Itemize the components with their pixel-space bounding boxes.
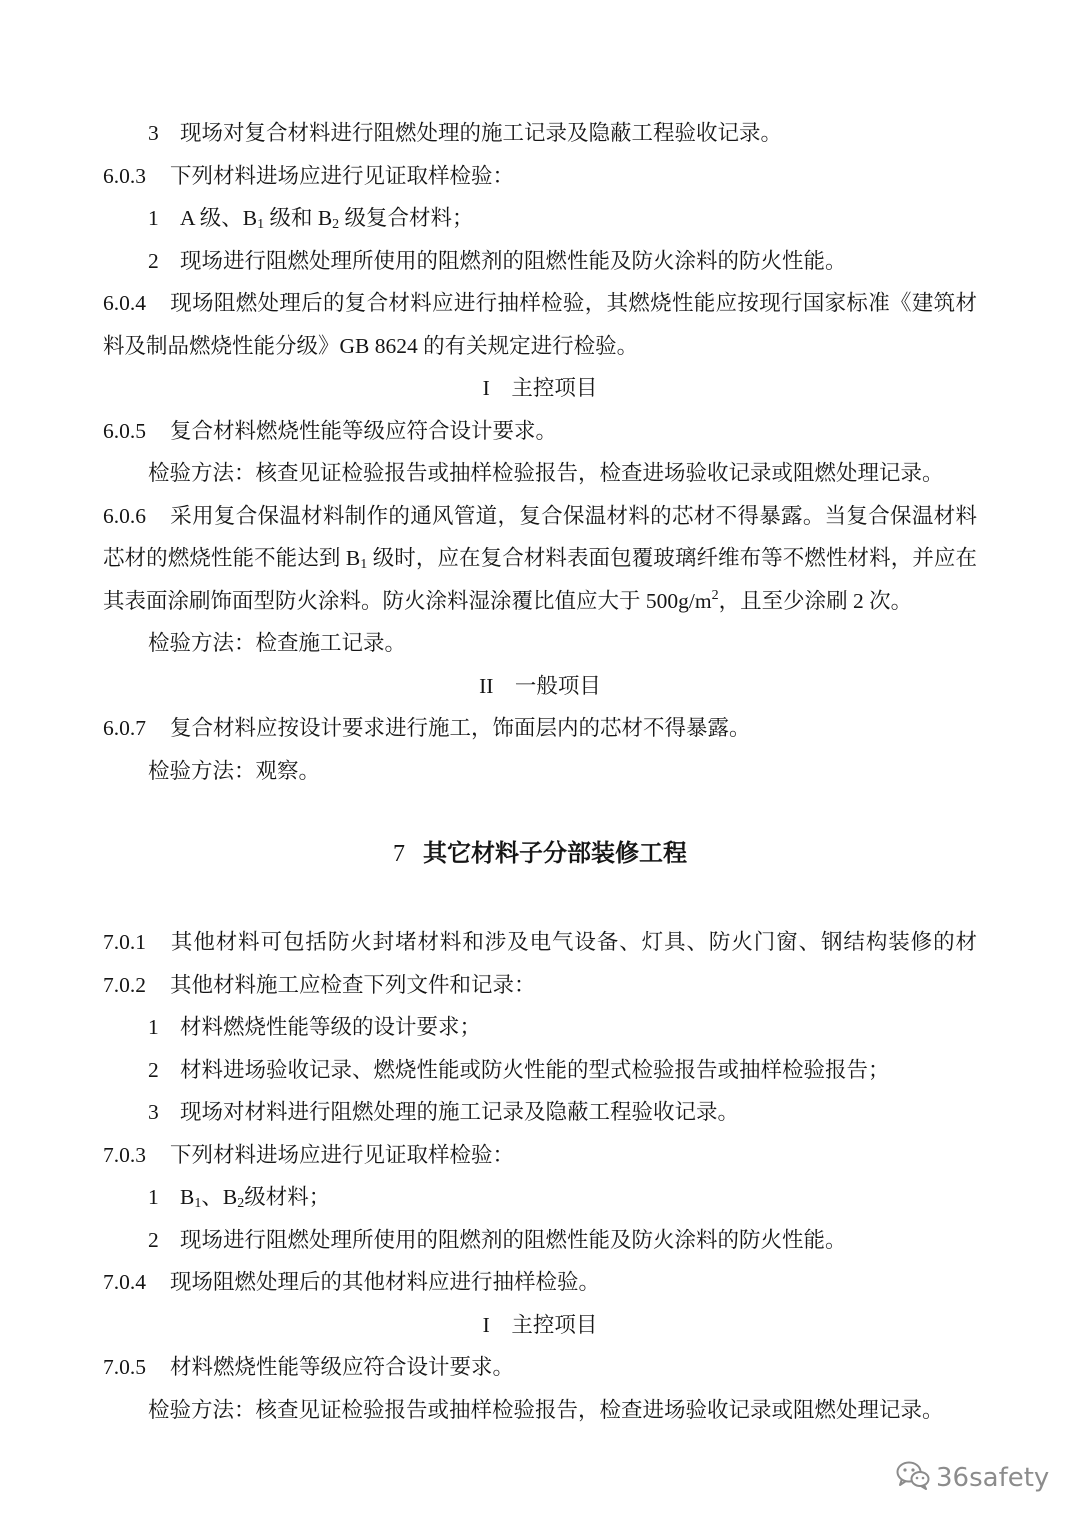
clause-7-0-5: 7.0.5 材料燃烧性能等级应符合设计要求。	[103, 1355, 515, 1379]
clause-7-0-1: 7.0.1 其他材料可包括防火封堵材料和涉及电气设备、灯具、防火门窗、钢结构装修的材	[103, 930, 977, 954]
check-method: 检验方法：核查见证检验报告或抽样检验报告，检查进场验收记录或阻燃处理记录。	[148, 1397, 944, 1422]
clause-7-0-2: 7.0.2 其他材料施工应检查下列文件和记录：	[103, 972, 536, 997]
list-item: 2 现场进行阻燃处理所使用的阻燃剂的阻燃性能及防火涂料的防火性能。	[148, 248, 847, 273]
clause-6-0-3: 6.0.3 下列材料进场应进行见证取样检验：	[103, 163, 515, 188]
clause-6-0-6-continued: 芯材的燃烧性能不能达到 $B_1$ 级时，应在复合材料表面包覆玻璃纤维布等不燃性材料，并应在	[103, 546, 977, 572]
list-item: 3 现场对材料进行阻燃处理的施工记录及隐蔽工程验收记录。	[148, 1100, 740, 1124]
list-item: 2 材料进场验收记录、燃烧性能或防火性能的型式检验报告或抽样检验报告；	[148, 1057, 890, 1082]
list-item: 1 A 级、$B_1$ 级和 $B_2$ 级复合材料；	[148, 206, 474, 232]
clause-7-0-4: 7.0.4 现场阻燃处理后的其他材料应进行抽样检验。	[103, 1270, 601, 1294]
clause-7-0-3: 7.0.3 下列材料进场应进行见证取样检验：	[103, 1142, 515, 1167]
watermark	[896, 1458, 1049, 1498]
chapter-title: 其它材料子分部装修工程	[423, 839, 687, 867]
check-method: 检验方法：核查见证检验报告或抽样检验报告，检查进场验收记录或阻燃处理记录。	[148, 461, 944, 485]
chapter-7-heading	[103, 833, 977, 873]
list-item: 1 $B_1$、$B_2$级材料；	[148, 1185, 331, 1211]
list-item: 2 现场进行阻燃处理所使用的阻燃剂的阻燃性能及防火涂料的防火性能。	[148, 1227, 847, 1252]
clause-6-0-6-continued: 其表面涂刷饰面型防火涂料。防火涂料湿涂覆比值应大于 $500g/m^2$，且至少涂刷 2 次。	[103, 587, 913, 613]
clause-6-0-7: 6.0.7 复合材料应按设计要求进行施工，饰面层内的芯材不得暴露。	[103, 716, 751, 740]
chapter-number: 7	[393, 841, 405, 867]
section-7-block	[103, 921, 977, 1431]
clause-6-0-5: 6.0.5 复合材料燃烧性能等级应符合设计要求。	[103, 418, 558, 443]
clause-6-0-4: 6.0.4 现场阻燃处理后的复合材料应进行抽样检验，其燃烧性能应按现行国家标准《建筑材	[103, 291, 977, 315]
list-item: 3 现场对复合材料进行阻燃处理的施工记录及隐蔽工程验收记录。	[148, 121, 783, 145]
wechat-icon	[896, 1460, 936, 1497]
subsection-title-general-items: II 一般项目	[479, 673, 601, 698]
subsection-title-main-items: I 主控项目	[482, 376, 598, 400]
list-item: 1 材料燃烧性能等级的设计要求；	[148, 1015, 482, 1039]
subsection-title-main-items: I 主控项目	[482, 1312, 598, 1337]
check-method: 检验方法：观察。	[148, 758, 321, 783]
watermark-text: 36safety	[936, 1463, 1050, 1493]
clause-6-0-4-continued: 料及制品燃烧性能分级》GB 8624 的有关规定进行检验。	[103, 333, 639, 358]
clause-6-0-6: 6.0.6 采用复合保温材料制作的通风管道，复合保温材料的芯材不得暴露。当复合保温材料	[103, 503, 977, 528]
check-method: 检验方法：检查施工记录。	[148, 631, 407, 655]
section-6-block	[103, 112, 977, 792]
